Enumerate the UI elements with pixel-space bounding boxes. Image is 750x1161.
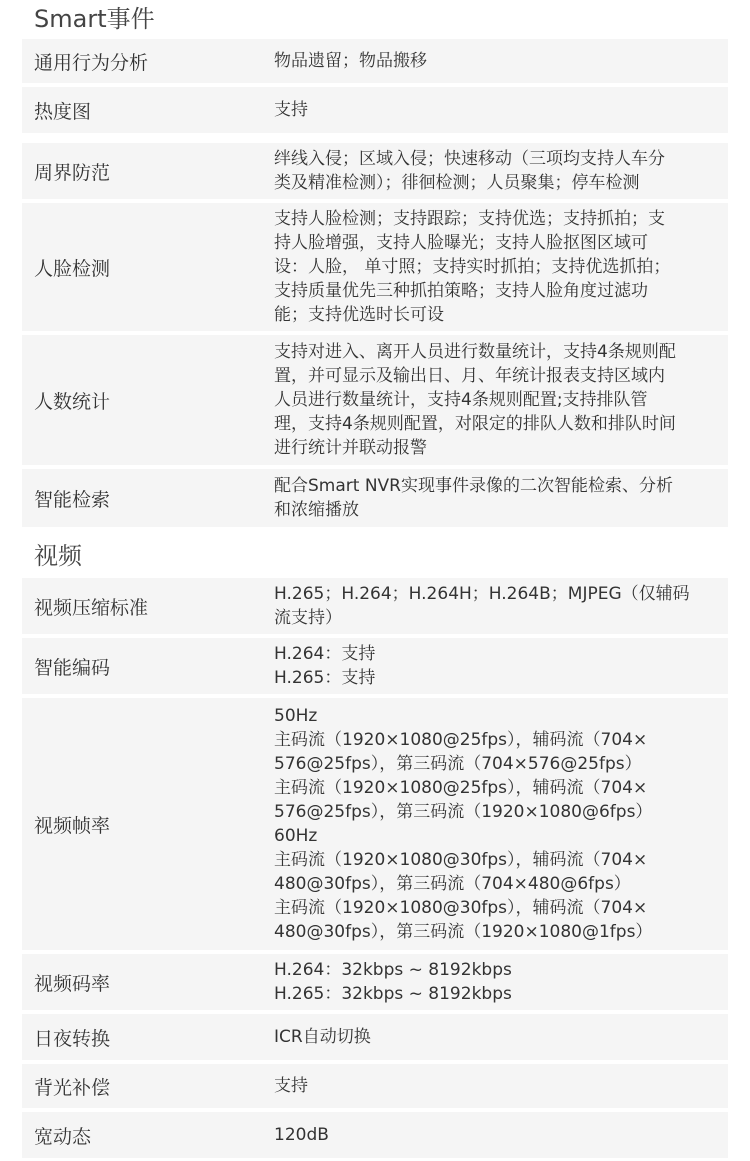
spec-value: 支持	[274, 1076, 308, 1096]
spec-row-face-detection	[22, 203, 728, 331]
spec-value: H.264：支持 H.265：支持	[274, 644, 376, 688]
spec-row-frame-rate	[22, 698, 728, 950]
spec-row-compression	[22, 578, 728, 634]
spec-value: 支持	[274, 100, 308, 120]
spec-label: 周界防范	[34, 161, 111, 184]
spec-row-day-night	[22, 1014, 728, 1060]
spec-label: 视频压缩标准	[34, 596, 149, 619]
spec-label: 人脸检测	[34, 257, 111, 280]
spec-row-smart-codec	[22, 638, 728, 694]
spec-row-wdr	[22, 1112, 728, 1158]
spec-label: 通用行为分析	[34, 51, 149, 74]
section-title-video: 视频	[34, 542, 82, 570]
spec-row-bit-rate	[22, 954, 728, 1010]
spec-label: 日夜转换	[34, 1027, 111, 1050]
spec-label: 背光补偿	[34, 1076, 111, 1099]
spec-row-smart-search	[22, 469, 728, 527]
spec-row-people-counting	[22, 335, 728, 465]
spec-value: H.265；H.264；H.264H；H.264B；MJPEG（仅辅码 流支持）	[274, 584, 690, 628]
spec-label: 人数统计	[34, 390, 111, 413]
spec-row-backlight	[22, 1064, 728, 1108]
spec-value: 支持对进入、离开人员进行数量统计，支持4条规则配 置，并可显示及输出日、月、年统计报表支持区域内 人员进行数量统计，支持4条规则配置;支持排队管 理，支持4条规则配置，对限定的排队人数和排队时间 进行统计并联动报警	[274, 342, 676, 458]
spec-row-behavior-analysis	[22, 39, 728, 83]
spec-label: 智能编码	[34, 656, 111, 679]
spec-row-perimeter	[22, 143, 728, 199]
section-title-smart: Smart事件	[34, 5, 155, 33]
spec-value: 配合Smart NVR实现事件录像的二次智能检索、分析 和浓缩播放	[274, 476, 673, 520]
spec-value: ICR自动切换	[274, 1027, 371, 1047]
spec-value: 物品遗留；物品搬移	[274, 51, 427, 71]
spec-value: 50Hz 主码流（1920×1080@25fps），辅码流（704× 576@25fps），第三码流（704×576@25fps） 主码流（1920×1080@25fps），辅码流（704× 576@25fps），第三码流（1920×1080@6fps） 60Hz 主码流（1920×1080@30fps），辅码流（704× 480@30fps），第三码流（704×480@6fps） 主码流（1920×1080@30fps），辅码流（704× 480@30fps），第三码流（1920×1080@1fps）	[274, 706, 653, 942]
spec-label: 智能检索	[34, 488, 111, 511]
spec-label: 视频码率	[34, 972, 111, 995]
spec-label: 宽动态	[34, 1125, 92, 1148]
spec-label: 热度图	[34, 100, 92, 123]
spec-row-heatmap	[22, 87, 728, 133]
spec-value: 绊线入侵；区域入侵；快速移动（三项均支持人车分 类及精准检测）；徘徊检测；人员聚集；停车检测	[274, 149, 665, 193]
spec-value: 支持人脸检测；支持跟踪；支持优选；支持抓拍；支 持人脸增强，支持人脸曝光；支持人脸抠图区域可 设：人脸， 单寸照；支持实时抓拍；支持优选抓拍； 支持质量优先三种抓拍策略；支持人脸角度过滤功 能；支持优选时长可设	[274, 209, 671, 325]
spec-value: H.264：32kbps ~ 8192kbps H.265：32kbps ~ 8192kbps	[274, 960, 512, 1004]
spec-value: 120dB	[274, 1125, 329, 1145]
spec-label: 视频帧率	[34, 814, 111, 837]
